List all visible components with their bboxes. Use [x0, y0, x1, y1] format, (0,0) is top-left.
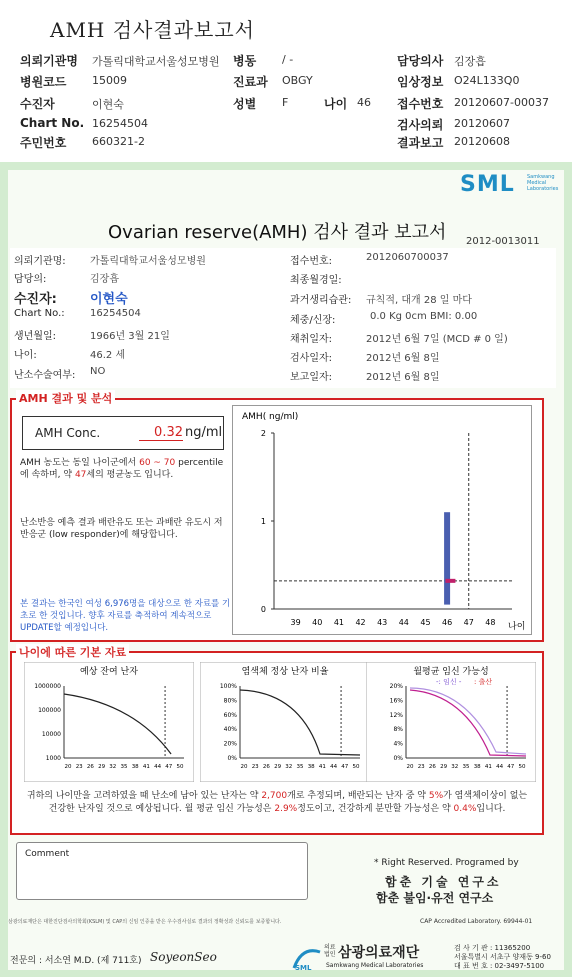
x-tick-label: 44: [496, 764, 504, 770]
data-note: 본 결과는 한국인 여성 6,976명을 대상으로 한 자료를 기초로 한 것입니다. 향후 자료를 축적하여 계속적으로 UPDATE할 예정입니다.: [20, 599, 231, 633]
x-tick-label: 23: [251, 764, 259, 770]
y-tick-label: 16%: [389, 697, 403, 705]
y-tick-label: 80%: [223, 697, 237, 705]
label: 의뢰기관명:: [14, 256, 66, 267]
patient-name: 이현숙: [90, 292, 128, 307]
y-tick-label: 1000000: [34, 683, 61, 690]
x-tick-label: 35: [462, 764, 470, 770]
label: 수진자:: [14, 292, 57, 307]
sml-logo-sub: Samkwang Medical Laboratories: [527, 174, 559, 192]
label: 진료과: [233, 75, 268, 89]
contact-line: 서울특별시 서초구 양재동 9-60: [454, 953, 551, 961]
text: 정도이고, 건강하게 분만할 가능성은 약: [297, 804, 451, 814]
y-tick-label: 0%: [393, 755, 403, 762]
percentile-range-bar: [444, 512, 450, 604]
label: 의뢰기관명: [20, 54, 78, 68]
x-tick-label: 40: [312, 618, 323, 627]
value: O24L133Q0: [454, 74, 520, 87]
signature: SoyeonSeo: [150, 950, 217, 964]
value: 16254504: [92, 117, 148, 130]
x-tick-label: 35: [120, 764, 128, 770]
y-tick-label: 60%: [223, 711, 237, 719]
text: 귀하의 나이만을 고려하였을 때 난소에 남아 있는 난자는 약: [26, 791, 259, 801]
institute-2: 함춘 불임·유전 연구소: [376, 891, 494, 905]
document-number: 2012-0013011: [466, 236, 540, 247]
main-title: Ovarian reserve(AMH) 검사 결과 보고서: [108, 222, 447, 243]
normal-percent: 5%: [428, 791, 444, 801]
y-tick-label: 1: [260, 517, 266, 526]
value: 20120607: [454, 117, 510, 130]
label: 나이: [324, 97, 348, 111]
x-tick-label: 29: [440, 764, 448, 770]
x-tick-label: 41: [318, 764, 326, 770]
x-tick-label: 26: [86, 764, 94, 770]
y-tick-label: 10000: [41, 731, 61, 738]
x-tick-label: 32: [109, 764, 117, 770]
x-tick-label: 38: [131, 764, 139, 770]
value: 규칙적, 대개 28 일 마다: [366, 295, 472, 306]
label: 채취일자:: [290, 334, 333, 345]
text: 입니다.: [476, 804, 506, 814]
value: 가톨릭대학교서울성모병원: [92, 55, 220, 68]
percentile-range: 60 ~ 70: [139, 458, 176, 468]
y-tick-label: 1000: [45, 755, 61, 762]
rights-text: * Right Reserved. Programed by: [374, 858, 519, 868]
x-tick-label: 32: [285, 764, 293, 770]
text: 세의 평균농도 입니다.: [86, 470, 174, 480]
x-tick-label: 45: [420, 618, 431, 627]
x-tick-label: 44: [154, 764, 162, 770]
label: 최종월경일:: [290, 275, 342, 286]
value: NO: [90, 366, 106, 377]
y-tick-label: 20%: [223, 740, 237, 748]
chart-title: 예상 잔여 난자: [80, 667, 138, 677]
x-tick-label: 42: [355, 618, 366, 627]
value: 46: [357, 96, 371, 109]
x-tick-label: 48: [485, 618, 496, 627]
label: 접수번호: [397, 97, 444, 111]
amh-interpretation: [20, 457, 230, 481]
institute-1: 함춘 기술 연구소: [385, 875, 502, 889]
y-tick-label: 8%: [393, 726, 403, 734]
text: 개로 추정되며, 배란되는 난자 중 약: [287, 791, 426, 801]
label: 수진자: [20, 97, 55, 111]
x-tick-label: 39: [290, 618, 301, 627]
value: 이현숙: [92, 98, 124, 111]
x-tick-label: 29: [274, 764, 282, 770]
amh-age-chart: [232, 405, 530, 633]
value: 2012년 6월 8일: [366, 372, 440, 383]
comment-box: [16, 842, 308, 900]
x-tick-label: 35: [296, 764, 304, 770]
x-tick-label: 47: [463, 618, 474, 627]
label: 과거생리습관:: [290, 295, 352, 306]
x-tick-label: 50: [352, 764, 360, 770]
y-tick-label: 0: [260, 605, 266, 614]
x-tick-label: 41: [142, 764, 150, 770]
label: 접수번호:: [290, 256, 333, 267]
y-tick-label: 100%: [219, 683, 237, 690]
pregnancy-percent: 2.9%: [274, 804, 298, 814]
value: 20120608: [454, 135, 510, 148]
x-tick-label: 50: [176, 764, 184, 770]
y-tick-label: 0%: [227, 755, 237, 762]
label: 임상정보: [397, 75, 444, 89]
value: 16254504: [90, 308, 141, 319]
x-tick-label: 29: [98, 764, 106, 770]
label: 주민번호: [20, 136, 67, 150]
label: 보고일자:: [290, 372, 333, 383]
value: 46.2 세: [90, 350, 126, 361]
x-tick-label: 20: [240, 764, 248, 770]
x-tick-label: 38: [473, 764, 481, 770]
y-tick-label: 100000: [38, 707, 61, 714]
x-tick-label: 38: [307, 764, 315, 770]
report-title: AMH 검사결과보고서: [50, 18, 255, 42]
amh-conc-label: AMH Conc.: [35, 426, 101, 440]
text: AMH 농도는 동일 나이군에서: [20, 458, 137, 468]
eggs-estimate: 2,700: [261, 791, 288, 801]
y-tick-label: 4%: [393, 740, 403, 748]
response-prediction: 난소반응 예측 결과 배란유도 또는 과배란 유도시 저반응군 (low responder)에 해당합니다.: [20, 518, 223, 540]
value: 가톨릭대학교서울성모병원: [90, 256, 206, 267]
label: 결과보고: [397, 136, 444, 150]
label: Chart No.: [20, 116, 85, 130]
x-axis-label: 나이: [508, 622, 526, 632]
text: percentile에 속하며, 약: [20, 458, 224, 480]
x-tick-label: 44: [330, 764, 338, 770]
label: 난소수술여부:: [14, 370, 76, 381]
label: 검사일자:: [290, 353, 333, 364]
label: 생년월일:: [14, 331, 57, 342]
text: 가 염색체이상이 없는 건강한 난자일 것으로 예상됩니다. 월 평균 임신 가능성은: [48, 791, 528, 814]
amh-section-title: AMH 결과 및 분석: [16, 390, 115, 406]
y-tick-label: 20%: [389, 683, 403, 690]
value: 660321-2: [92, 135, 145, 148]
age-section-title: 나이에 따른 기본 자료: [16, 644, 129, 660]
contact-info: [454, 944, 551, 971]
foundation-name: 삼광의료재단: [338, 945, 420, 961]
x-tick-label: 41: [484, 764, 492, 770]
svg-text:SML: SML: [295, 964, 312, 972]
x-tick-label: 47: [341, 764, 349, 770]
amh-conc-box: [22, 416, 224, 450]
x-tick-label: 41: [333, 618, 345, 627]
x-tick-label: 20: [406, 764, 414, 770]
label: Chart No.:: [14, 308, 65, 319]
label: 나이:: [14, 350, 37, 361]
y-tick-label: 12%: [389, 711, 403, 719]
birth-percent: 0.4%: [453, 804, 477, 814]
amh-conc-value: 0.32: [139, 425, 183, 441]
comment-label: Comment: [25, 849, 70, 859]
label: 병원코드: [20, 75, 67, 89]
x-tick-label: 47: [507, 764, 515, 770]
value: 김장흡: [454, 55, 486, 68]
legend-pregnancy: -: 임신 -: [436, 678, 462, 686]
label: 병동: [233, 54, 257, 68]
label: 담당의:: [14, 274, 47, 285]
foundation-name-en: Samkwang Medical Laboratories: [326, 962, 424, 969]
value: 2012년 6월 8일: [366, 353, 440, 364]
value: 0.0 Kg 0cm BMI: 0.00: [370, 311, 478, 322]
amh-conc-unit: ng/ml: [185, 425, 223, 440]
x-tick-label: 44: [398, 618, 409, 627]
eggs-remaining-chart: [24, 662, 194, 782]
x-tick-label: 23: [417, 764, 425, 770]
x-tick-label: 32: [451, 764, 459, 770]
x-tick-label: 20: [64, 764, 72, 770]
chart-title: 월평균 임신 가능성: [413, 667, 489, 677]
cap-accreditation: CAP Accredited Laboratory. 69944-01: [420, 918, 533, 925]
label: 성별: [233, 97, 257, 111]
normal-egg-ratio-chart: [200, 662, 370, 782]
value: 2012년 6월 7일 (MCD # 0 일): [366, 334, 508, 345]
x-tick-label: 47: [165, 764, 173, 770]
value: 2012060700037: [366, 252, 449, 263]
x-tick-label: 26: [262, 764, 270, 770]
value: 15009: [92, 74, 127, 87]
y-tick-label: 2: [260, 429, 266, 438]
specialist: 전문의 : 서소연 M.D. (제 711호): [10, 956, 142, 966]
foundation-prefix: 의료 법인: [324, 944, 336, 958]
patient-marker: [445, 579, 455, 583]
fine-print: 삼광의료재단은 대한진단검사의학회(KSLM) 및 CAP의 신임 인증을 받은 우수검사실로 결과의 정확성과 신뢰도를 보증합니다.: [8, 919, 282, 925]
legend-birth: : 출산: [474, 678, 493, 686]
value: 1966년 3월 21일: [90, 331, 170, 342]
pregnancy-chance-chart: [366, 662, 536, 782]
value: 20120607-00037: [454, 96, 549, 109]
contact-line: 검 사 기 관 : 11365200: [454, 944, 531, 952]
value: F: [282, 96, 289, 109]
y-tick-label: 40%: [223, 726, 237, 734]
chart-title: 염색체 정상 난자 비율: [241, 667, 329, 677]
x-tick-label: 46: [441, 618, 453, 627]
age-equivalent: 47: [74, 470, 87, 480]
sml-logo: SML: [460, 172, 515, 197]
contact-line: 대 표 번 호 : 02-3497-5100: [454, 962, 545, 970]
age-summary: [22, 790, 532, 816]
label: 검사의뢰: [397, 118, 444, 132]
x-tick-label: 26: [428, 764, 436, 770]
x-tick-label: 50: [518, 764, 526, 770]
value: / -: [282, 53, 294, 66]
y-axis-label: AMH( ng/ml): [242, 412, 299, 422]
label: 담당의사: [397, 54, 444, 68]
value: OBGY: [282, 74, 313, 87]
label: 체중/신장:: [290, 315, 336, 326]
x-tick-label: 23: [75, 764, 83, 770]
foundation-logo-icon: [292, 944, 322, 972]
value: 김장흡: [90, 274, 119, 285]
x-tick-label: 43: [377, 618, 388, 627]
